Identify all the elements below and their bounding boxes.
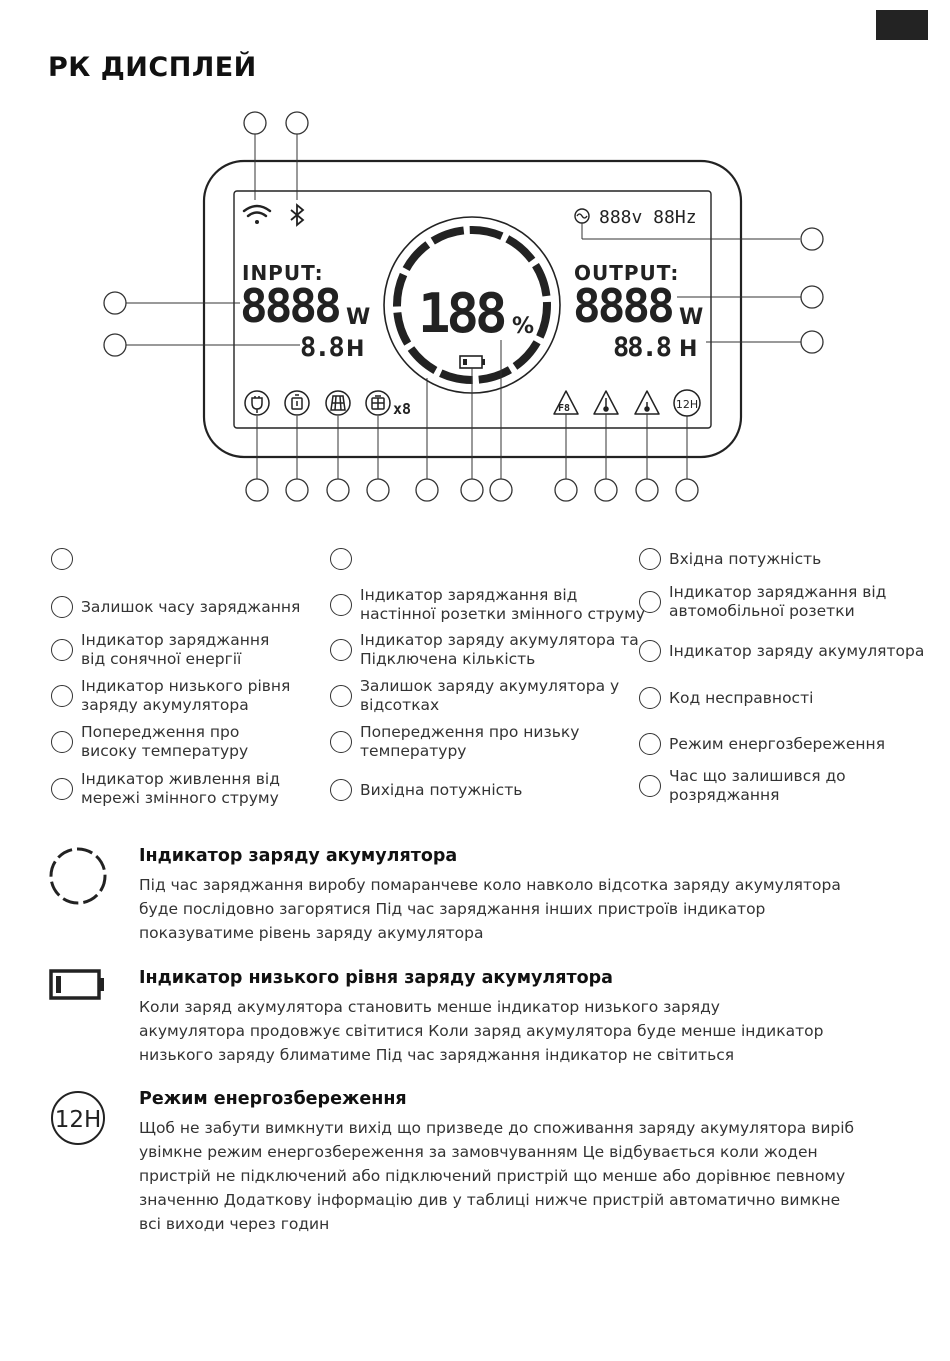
battery-percent-sign: % xyxy=(512,314,535,339)
low-battery-icon xyxy=(48,968,108,1004)
output-label: OUTPUT: xyxy=(574,261,680,285)
callout-circle-bluetooth xyxy=(286,112,308,134)
lcd-diagram xyxy=(0,0,950,520)
ac-input-icon xyxy=(245,391,269,415)
legend-number-circle xyxy=(330,639,352,661)
legend-item: Залишок заряду акумулятора у відсотках xyxy=(330,677,619,715)
legend-number-circle xyxy=(330,731,352,753)
legend-number-circle xyxy=(51,731,73,753)
legend-number-circle xyxy=(639,775,661,797)
legend-item xyxy=(330,548,360,570)
legend-number-circle xyxy=(330,548,352,570)
section-low-battery xyxy=(48,968,908,1068)
legend-item: Індикатор заряджання від сонячної енергії xyxy=(51,631,269,669)
legend-number-circle xyxy=(330,685,352,707)
section-battery-indicator xyxy=(48,846,908,946)
legend-item: Залишок часу заряджання xyxy=(51,596,300,618)
legend xyxy=(0,540,950,820)
bluetooth-icon xyxy=(291,205,303,225)
legend-number-circle xyxy=(51,778,73,800)
eco-mode-icon-text: 12H xyxy=(54,1107,102,1133)
callout-circle-ac xyxy=(801,228,823,250)
legend-item: Індикатор заряджання від автомобільної розетки xyxy=(639,583,886,621)
battery-pack-icon xyxy=(366,391,390,415)
legend-item: Вихідна потужність xyxy=(330,779,522,801)
page-title: РК ДИСПЛЕЙ xyxy=(48,52,257,83)
ac-wave-icon xyxy=(575,209,589,223)
legend-number-circle xyxy=(639,687,661,709)
battery-percent-digits: 188 xyxy=(418,282,504,345)
legend-item: Код несправності xyxy=(639,687,813,709)
legend-item: Режим енергозбереження xyxy=(639,733,885,755)
callout-circle-output-power xyxy=(801,286,823,308)
input-unit-w: W xyxy=(346,305,371,330)
callout-circle-charge-time xyxy=(104,334,126,356)
high-temperature-icon xyxy=(594,391,618,414)
fault-code-icon xyxy=(554,391,578,414)
legend-item: Індикатор низького рівня заряду акумулятора xyxy=(51,677,290,715)
input-hours: 8.8 xyxy=(300,332,343,363)
section-body: Щоб не забути вимкнути вихід що призведе до споживання заряду акумулятора виріб увімкне режим енергозбереження за замовчуванням Це відбувається коли жоден пристрій не підключений або підключений пристрій що менше або дорівнює певному значенню Додаткову інформацію див у таблиці нижче пристрій автоматично вимкне всі виходи через годин xyxy=(139,1119,855,1233)
legend-number-circle xyxy=(330,594,352,616)
output-unit-w: W xyxy=(679,305,704,330)
legend-item: Індикатор заряду акумулятора xyxy=(639,640,924,662)
legend-number-circle xyxy=(51,685,73,707)
callout-circle-wifi xyxy=(244,112,266,134)
output-watts: 8888 xyxy=(573,279,672,333)
legend-item: Індикатор живлення від мережі змінного струму xyxy=(51,770,280,808)
solar-charging-icon xyxy=(326,391,350,415)
input-unit-h: H xyxy=(346,337,365,362)
car-charging-icon xyxy=(285,391,309,415)
section-title: Індикатор низького рівня заряду акумулятора xyxy=(139,968,613,988)
low-temperature-icon xyxy=(635,391,659,414)
legend-number-circle xyxy=(330,779,352,801)
legend-item: Попередження про високу температуру xyxy=(51,723,248,761)
legend-number-circle xyxy=(51,596,73,618)
fault-code-text: F8 xyxy=(558,403,571,414)
section-title: Режим енергозбереження xyxy=(139,1089,407,1109)
legend-item: Індикатор заряду акумулятора та Підключена кількість xyxy=(330,631,639,669)
section-title: Індикатор заряду акумулятора xyxy=(139,846,458,866)
legend-item: Попередження про низьку температуру xyxy=(330,723,579,761)
bottom-callout-circles xyxy=(246,479,698,501)
output-hours: 88.8 xyxy=(613,332,671,363)
input-watts: 8888 xyxy=(240,279,339,333)
legend-number-circle xyxy=(639,733,661,755)
battery-pack-count: x8 xyxy=(393,400,412,418)
callout-circle-discharge-time xyxy=(801,331,823,353)
legend-item: Індикатор заряджання від настінної розетки змінного струму xyxy=(330,586,645,624)
legend-item xyxy=(51,548,81,570)
eco-mode-icon xyxy=(48,1089,110,1151)
ac-readout: 888v 88Hz xyxy=(599,207,697,228)
legend-number-circle xyxy=(639,640,661,662)
eco-mode-icon-text: 12H xyxy=(675,398,699,411)
input-label: INPUT: xyxy=(242,261,324,285)
section-body: Під час заряджання виробу помаранчеве коло навколо відсотка заряду акумулятора буде послідовно загорятися Під час заряджання інших пристроїв індикатор показуватиме рівень заряду акумулятора xyxy=(139,876,841,942)
legend-item: Вхідна потужність xyxy=(639,548,821,570)
legend-number-circle xyxy=(639,591,661,613)
legend-number-circle xyxy=(51,548,73,570)
callout-circle-input-power xyxy=(104,292,126,314)
wifi-icon xyxy=(244,206,270,224)
battery-ring-icon xyxy=(48,846,110,908)
legend-number-circle xyxy=(51,639,73,661)
low-battery-icon xyxy=(460,356,485,368)
legend-number-circle xyxy=(639,548,661,570)
legend-item: Час що залишився до розряджання xyxy=(639,767,846,805)
section-body: Коли заряд акумулятора становить менше індикатор низького заряду акумулятора продовжує світитися Коли заряд акумулятора буде менше індикатор низького заряду блиматиме Під час заряджання індикатор не світиться xyxy=(139,998,824,1064)
eco-mode-icon xyxy=(674,390,700,416)
output-unit-h: H xyxy=(679,337,698,362)
section-eco-mode xyxy=(48,1089,908,1239)
